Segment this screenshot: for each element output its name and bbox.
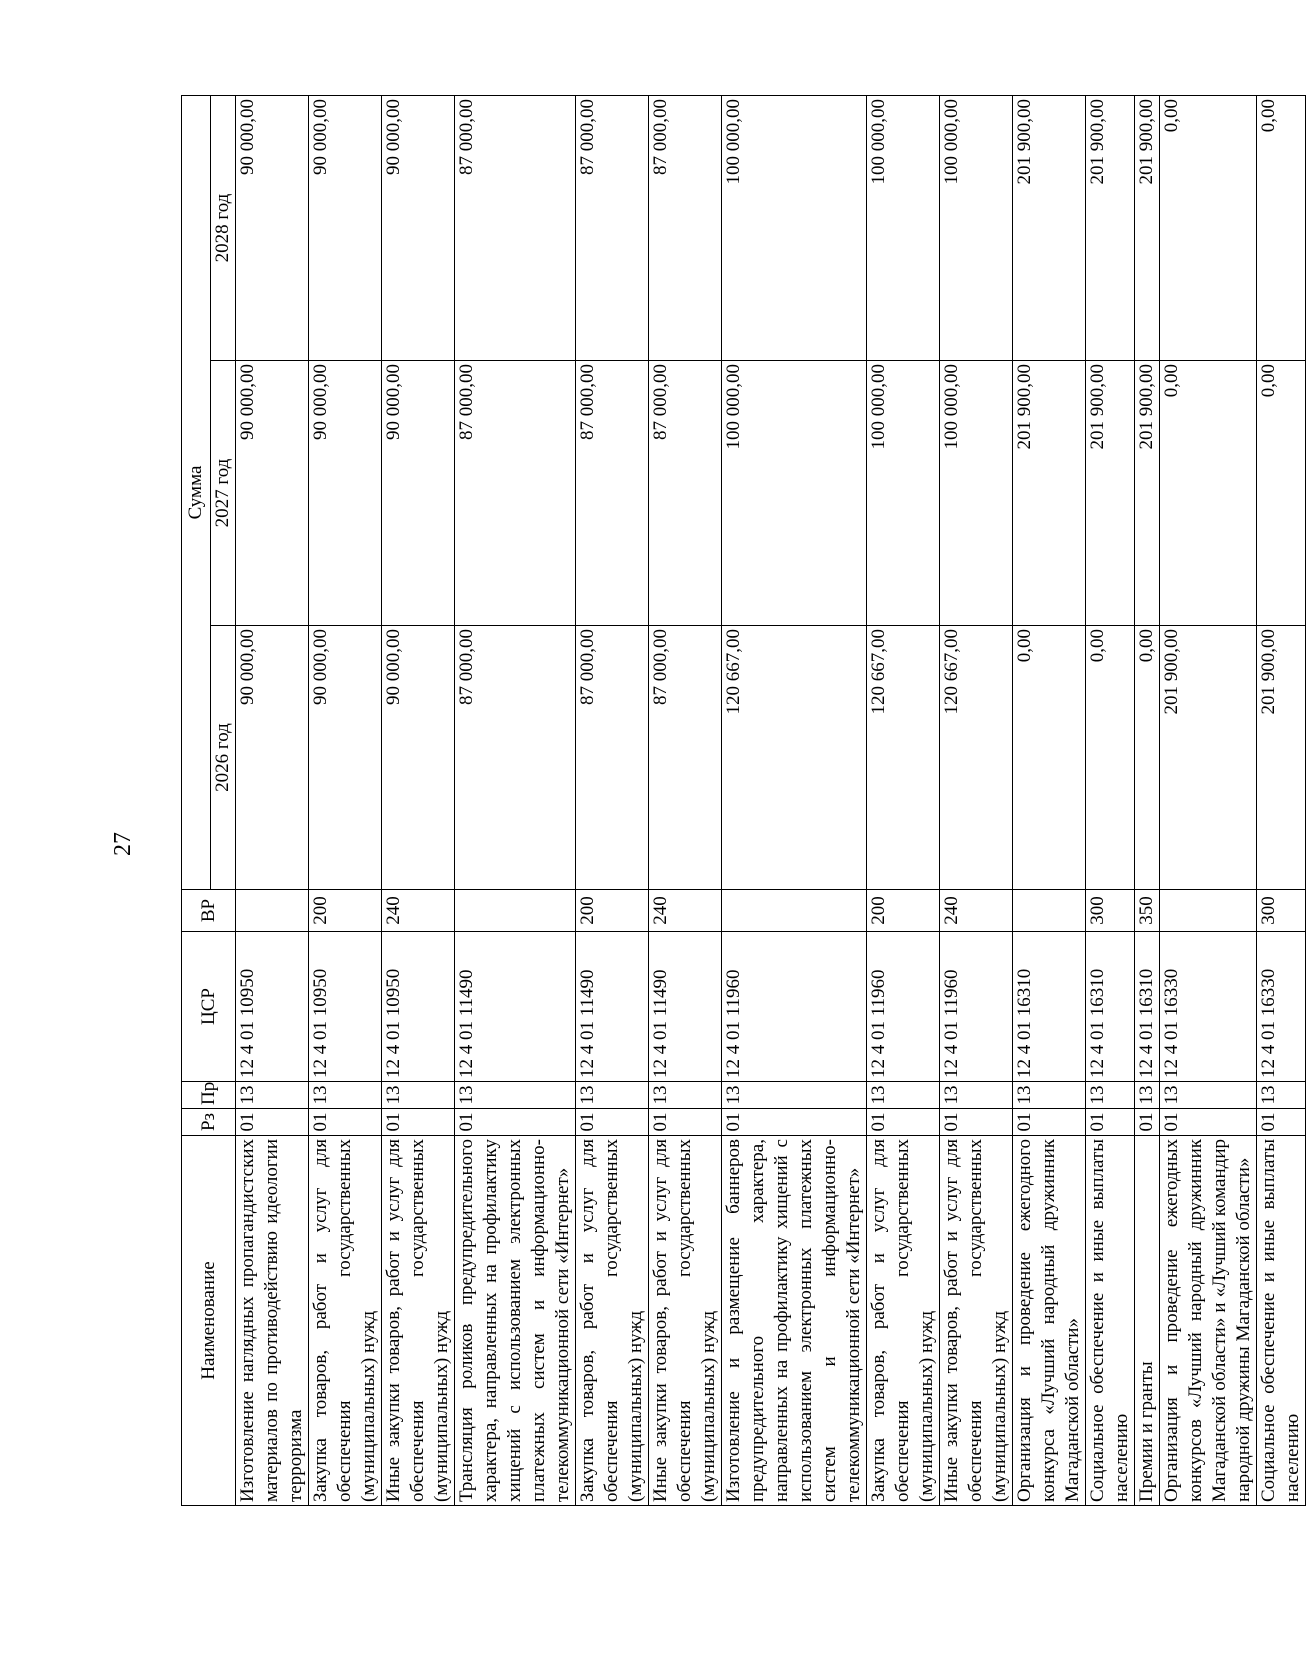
row-pr: 13 [1160, 1082, 1257, 1109]
row-pr: 13 [455, 1082, 576, 1109]
row-amount-2028: 87 000,00 [576, 95, 649, 360]
row-vr: 200 [867, 890, 940, 932]
row-csr: 12 4 01 10950 [309, 932, 382, 1082]
row-pr: 13 [1257, 1082, 1306, 1109]
row-amount-2027: 87 000,00 [455, 361, 576, 626]
header-year-2027: 2027 год [211, 361, 236, 626]
budget-table [181, 95, 1306, 1506]
row-amount-2026: 90 000,00 [309, 626, 382, 890]
row-amount-2028: 90 000,00 [236, 95, 309, 360]
row-csr: 12 4 01 11490 [649, 932, 722, 1082]
row-pr: 13 [309, 1082, 382, 1109]
row-pr: 13 [867, 1082, 940, 1109]
table-row [1257, 95, 1306, 1505]
row-amount-2027: 90 000,00 [382, 361, 455, 626]
header-csr: ЦСР [182, 932, 236, 1082]
row-vr [1013, 890, 1086, 932]
row-vr: 350 [1135, 890, 1160, 932]
row-amount-2028: 100 000,00 [722, 95, 867, 360]
row-amount-2026: 120 667,00 [722, 626, 867, 890]
table-row [576, 95, 649, 1505]
row-vr: 240 [940, 890, 1013, 932]
header-row-1 [182, 95, 211, 1505]
header-year-2026: 2026 год [211, 626, 236, 890]
row-vr: 300 [1086, 890, 1135, 932]
row-vr [1160, 890, 1257, 932]
row-pr: 13 [576, 1082, 649, 1109]
row-amount-2026: 0,00 [1135, 626, 1160, 890]
row-rz: 01 [940, 1109, 1013, 1136]
row-amount-2027: 201 900,00 [1086, 361, 1135, 626]
table-row [940, 95, 1013, 1505]
table-row [1160, 95, 1257, 1505]
row-pr: 13 [722, 1082, 867, 1109]
row-rz: 01 [867, 1109, 940, 1136]
row-csr: 12 4 01 10950 [236, 932, 309, 1082]
row-name: Изготовление и размещение баннеров предупредительного характера, направленных на профилактику хищений с использованием электронных платежных систем и информационно-телекоммуникационной сети «Интернет» [722, 1136, 867, 1506]
row-pr: 13 [940, 1082, 1013, 1109]
row-amount-2028: 201 900,00 [1086, 95, 1135, 360]
row-name: Закупка товаров, работ и услуг для обеспечения государственных (муниципальных) нужд [576, 1136, 649, 1506]
row-name: Организация и проведение ежегодного конкурса «Лучший народный дружинник Магаданской области» [1013, 1136, 1086, 1506]
row-amount-2026: 120 667,00 [867, 626, 940, 890]
row-amount-2027: 100 000,00 [722, 361, 867, 626]
row-rz: 01 [1013, 1109, 1086, 1136]
row-amount-2027: 100 000,00 [867, 361, 940, 626]
row-rz: 01 [649, 1109, 722, 1136]
row-name: Организация и проведение ежегодных конкурсов «Лучший народный дружинник Магаданской области» и «Лучший командир народной дружины Магаданской области» [1160, 1136, 1257, 1506]
row-csr: 12 4 01 11960 [940, 932, 1013, 1082]
table-row [236, 95, 309, 1505]
row-amount-2028: 87 000,00 [649, 95, 722, 360]
table-row [649, 95, 722, 1505]
row-vr: 200 [309, 890, 382, 932]
table-row [455, 95, 576, 1505]
row-pr: 13 [1086, 1082, 1135, 1109]
row-csr: 12 4 01 16310 [1135, 932, 1160, 1082]
row-amount-2026: 87 000,00 [649, 626, 722, 890]
table-row [722, 95, 867, 1505]
row-csr: 12 4 01 16310 [1086, 932, 1135, 1082]
row-amount-2026: 87 000,00 [576, 626, 649, 890]
row-amount-2026: 120 667,00 [940, 626, 1013, 890]
row-amount-2026: 0,00 [1013, 626, 1086, 890]
row-amount-2028: 0,00 [1160, 95, 1257, 360]
row-amount-2026: 0,00 [1086, 626, 1135, 890]
row-vr: 240 [649, 890, 722, 932]
row-name: Закупка товаров, работ и услуг для обеспечения государственных (муниципальных) нужд [309, 1136, 382, 1506]
row-amount-2028: 90 000,00 [382, 95, 455, 360]
page-number: 27 [110, 832, 136, 856]
row-name: Трансляция роликов предупредительного характера, направленных на профилактику хищений с использованием электронных платежных систем и информационно-телекоммуникационной сети «Интернет» [455, 1136, 576, 1506]
row-amount-2027: 90 000,00 [236, 361, 309, 626]
row-rz: 01 [722, 1109, 867, 1136]
row-amount-2028: 100 000,00 [940, 95, 1013, 360]
row-amount-2028: 90 000,00 [309, 95, 382, 360]
row-rz: 01 [1257, 1109, 1306, 1136]
row-amount-2026: 87 000,00 [455, 626, 576, 890]
table-row [1135, 95, 1160, 1505]
row-name: Иные закупки товаров, работ и услуг для обеспечения государственных (муниципальных) нужд [940, 1136, 1013, 1506]
table-row [1013, 95, 1086, 1505]
table-row [867, 95, 940, 1505]
header-name: Наименование [182, 1136, 236, 1506]
row-csr: 12 4 01 11490 [576, 932, 649, 1082]
header-rz: Рз [182, 1109, 236, 1136]
row-amount-2026: 201 900,00 [1257, 626, 1306, 890]
row-amount-2028: 201 900,00 [1135, 95, 1160, 360]
row-amount-2027: 87 000,00 [576, 361, 649, 626]
row-vr [722, 890, 867, 932]
row-amount-2027: 0,00 [1257, 361, 1306, 626]
row-amount-2026: 90 000,00 [236, 626, 309, 890]
row-amount-2026: 201 900,00 [1160, 626, 1257, 890]
rotated-table-wrapper [181, 96, 1303, 1506]
row-amount-2027: 87 000,00 [649, 361, 722, 626]
row-amount-2028: 100 000,00 [867, 95, 940, 360]
row-rz: 01 [455, 1109, 576, 1136]
table-row [1086, 95, 1135, 1505]
row-amount-2027: 201 900,00 [1013, 361, 1086, 626]
row-pr: 13 [1013, 1082, 1086, 1109]
row-amount-2028: 0,00 [1257, 95, 1306, 360]
row-amount-2028: 87 000,00 [455, 95, 576, 360]
row-vr: 240 [382, 890, 455, 932]
row-name: Изготовление наглядных пропагандистских материалов по противодействию идеологии терроризма [236, 1136, 309, 1506]
row-name: Социальное обеспечение и иные выплаты населению [1086, 1136, 1135, 1506]
row-amount-2026: 90 000,00 [382, 626, 455, 890]
header-vr: ВР [182, 890, 236, 932]
row-name: Социальное обеспечение и иные выплаты населению [1257, 1136, 1306, 1506]
row-name: Премии и гранты [1135, 1136, 1160, 1506]
row-rz: 01 [309, 1109, 382, 1136]
row-csr: 12 4 01 10950 [382, 932, 455, 1082]
row-vr [236, 890, 309, 932]
row-pr: 13 [649, 1082, 722, 1109]
row-rz: 01 [576, 1109, 649, 1136]
header-pr: Пр [182, 1082, 236, 1109]
row-amount-2027: 0,00 [1160, 361, 1257, 626]
row-amount-2027: 90 000,00 [309, 361, 382, 626]
row-csr: 12 4 01 11960 [722, 932, 867, 1082]
row-rz: 01 [1135, 1109, 1160, 1136]
row-pr: 13 [1135, 1082, 1160, 1109]
row-vr: 200 [576, 890, 649, 932]
row-csr: 12 4 01 11960 [867, 932, 940, 1082]
row-rz: 01 [382, 1109, 455, 1136]
row-name: Закупка товаров, работ и услуг для обеспечения государственных (муниципальных) нужд [867, 1136, 940, 1506]
row-csr: 12 4 01 16330 [1160, 932, 1257, 1082]
header-sum: Сумма [182, 95, 211, 889]
row-rz: 01 [1160, 1109, 1257, 1136]
row-amount-2027: 201 900,00 [1135, 361, 1160, 626]
table-row [309, 95, 382, 1505]
row-csr: 12 4 01 11490 [455, 932, 576, 1082]
row-csr: 12 4 01 16330 [1257, 932, 1306, 1082]
row-amount-2028: 201 900,00 [1013, 95, 1086, 360]
row-name: Иные закупки товаров, работ и услуг для обеспечения государственных (муниципальных) нужд [649, 1136, 722, 1506]
row-name: Иные закупки товаров, работ и услуг для обеспечения государственных (муниципальных) нужд [382, 1136, 455, 1506]
row-amount-2027: 100 000,00 [940, 361, 1013, 626]
row-pr: 13 [382, 1082, 455, 1109]
header-year-2028: 2028 год [211, 95, 236, 360]
row-rz: 01 [236, 1109, 309, 1136]
row-csr: 12 4 01 16310 [1013, 932, 1086, 1082]
row-pr: 13 [236, 1082, 309, 1109]
table-row [382, 95, 455, 1505]
row-rz: 01 [1086, 1109, 1135, 1136]
row-vr [455, 890, 576, 932]
row-vr: 300 [1257, 890, 1306, 932]
